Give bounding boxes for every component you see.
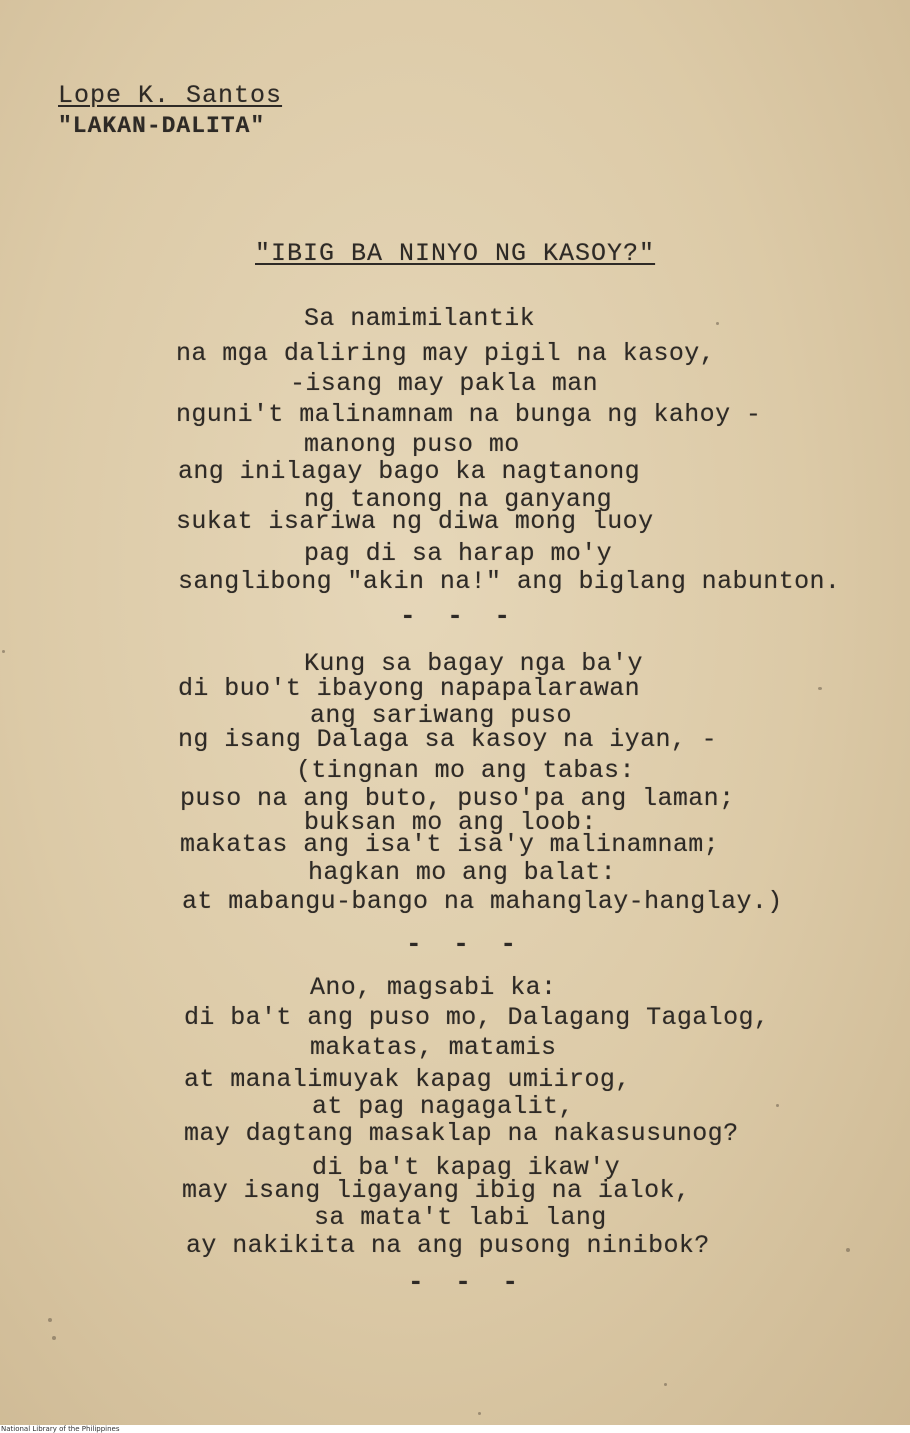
author-name: Lope K. Santos: [58, 81, 283, 110]
stanza-1-line-10: sanglibong "akin na!" ang biglang nabunton.: [178, 567, 841, 596]
stanza-separator-2: - - -: [406, 929, 525, 959]
paper-speck: [48, 1318, 52, 1322]
paper-speck: [2, 650, 5, 653]
stanza-1-line-4: nguni't malinamnam na bunga ng kahoy -: [176, 400, 762, 429]
stanza-1-line-6: ang inilagay bago ka nagtanong: [178, 457, 641, 486]
stanza-2-line-3: ang sariwang puso: [310, 701, 572, 730]
stanza-3-line-10: ay nakikita na ang pusong ninibok?: [186, 1231, 710, 1260]
stanza-2-line-8: makatas ang isa't isa'y malinamnam;: [180, 830, 720, 859]
paper-speck: [846, 1248, 850, 1252]
paper-speck: [478, 1412, 481, 1415]
stanza-3-line-3: makatas, matamis: [310, 1033, 557, 1062]
paper-speck: [818, 687, 822, 690]
stanza-3-line-2: di ba't ang puso mo, Dalagang Tagalog,: [184, 1003, 770, 1032]
stanza-3-line-8: may isang ligayang ibig na ialok,: [182, 1176, 691, 1205]
stanza-3-line-7: di ba't kapag ikaw'y: [312, 1153, 621, 1182]
footer-strip: [0, 1425, 910, 1433]
stanza-separator-1: - - -: [400, 601, 519, 631]
stanza-2-line-10: at mabangu-bango na mahanglay-hanglay.): [182, 887, 783, 916]
stanza-1-line-7: ng tanong na ganyang: [304, 485, 613, 514]
stanza-2-line-5: (tingnan mo ang tabas:: [296, 756, 635, 785]
stanza-2-line-4: ng isang Dalaga sa kasoy na iyan, -: [178, 725, 718, 754]
stanza-3-line-6: may dagtang masaklap na nakasusunog?: [184, 1119, 739, 1148]
stanza-2-line-6: puso na ang buto, puso'pa ang laman;: [180, 784, 735, 813]
paper-speck: [52, 1336, 56, 1340]
stanza-1-line-3: -isang may pakla man: [290, 369, 599, 398]
stanza-1-line-1: Sa namimilantik: [304, 304, 536, 333]
paper-speck: [716, 322, 719, 325]
pen-name: "LAKAN-DALITA": [58, 113, 266, 139]
stanza-3-line-9: sa mata't labi lang: [314, 1203, 607, 1232]
stanza-3-line-1: Ano, magsabi ka:: [310, 973, 557, 1002]
stanza-3-line-5: at pag nagagalit,: [312, 1092, 574, 1121]
stanza-2-line-2: di buo't ibayong napapalarawan: [178, 674, 641, 703]
poem-title: "IBIG BA NINYO NG KASOY?": [255, 239, 656, 268]
paper-speck: [664, 1383, 667, 1386]
library-credit: National Library of the Philippines: [1, 1425, 120, 1433]
stanza-3-line-4: at manalimuyak kapag umiirog,: [184, 1065, 631, 1094]
stanza-2-line-9: hagkan mo ang balat:: [308, 858, 617, 887]
paper-speck: [776, 1104, 779, 1107]
stanza-1-line-8: sukat isariwa ng diwa mong luoy: [176, 507, 654, 536]
stanza-separator-3: - - -: [408, 1267, 527, 1297]
stanza-1-line-2: na mga daliring may pigil na kasoy,: [176, 339, 716, 368]
stanza-1-line-9: pag di sa harap mo'y: [304, 539, 613, 568]
stanza-1-line-5: manong puso mo: [304, 430, 520, 459]
stanza-2-line-1: Kung sa bagay nga ba'y: [304, 649, 643, 678]
stanza-2-line-7: buksan mo ang loob:: [304, 808, 597, 837]
